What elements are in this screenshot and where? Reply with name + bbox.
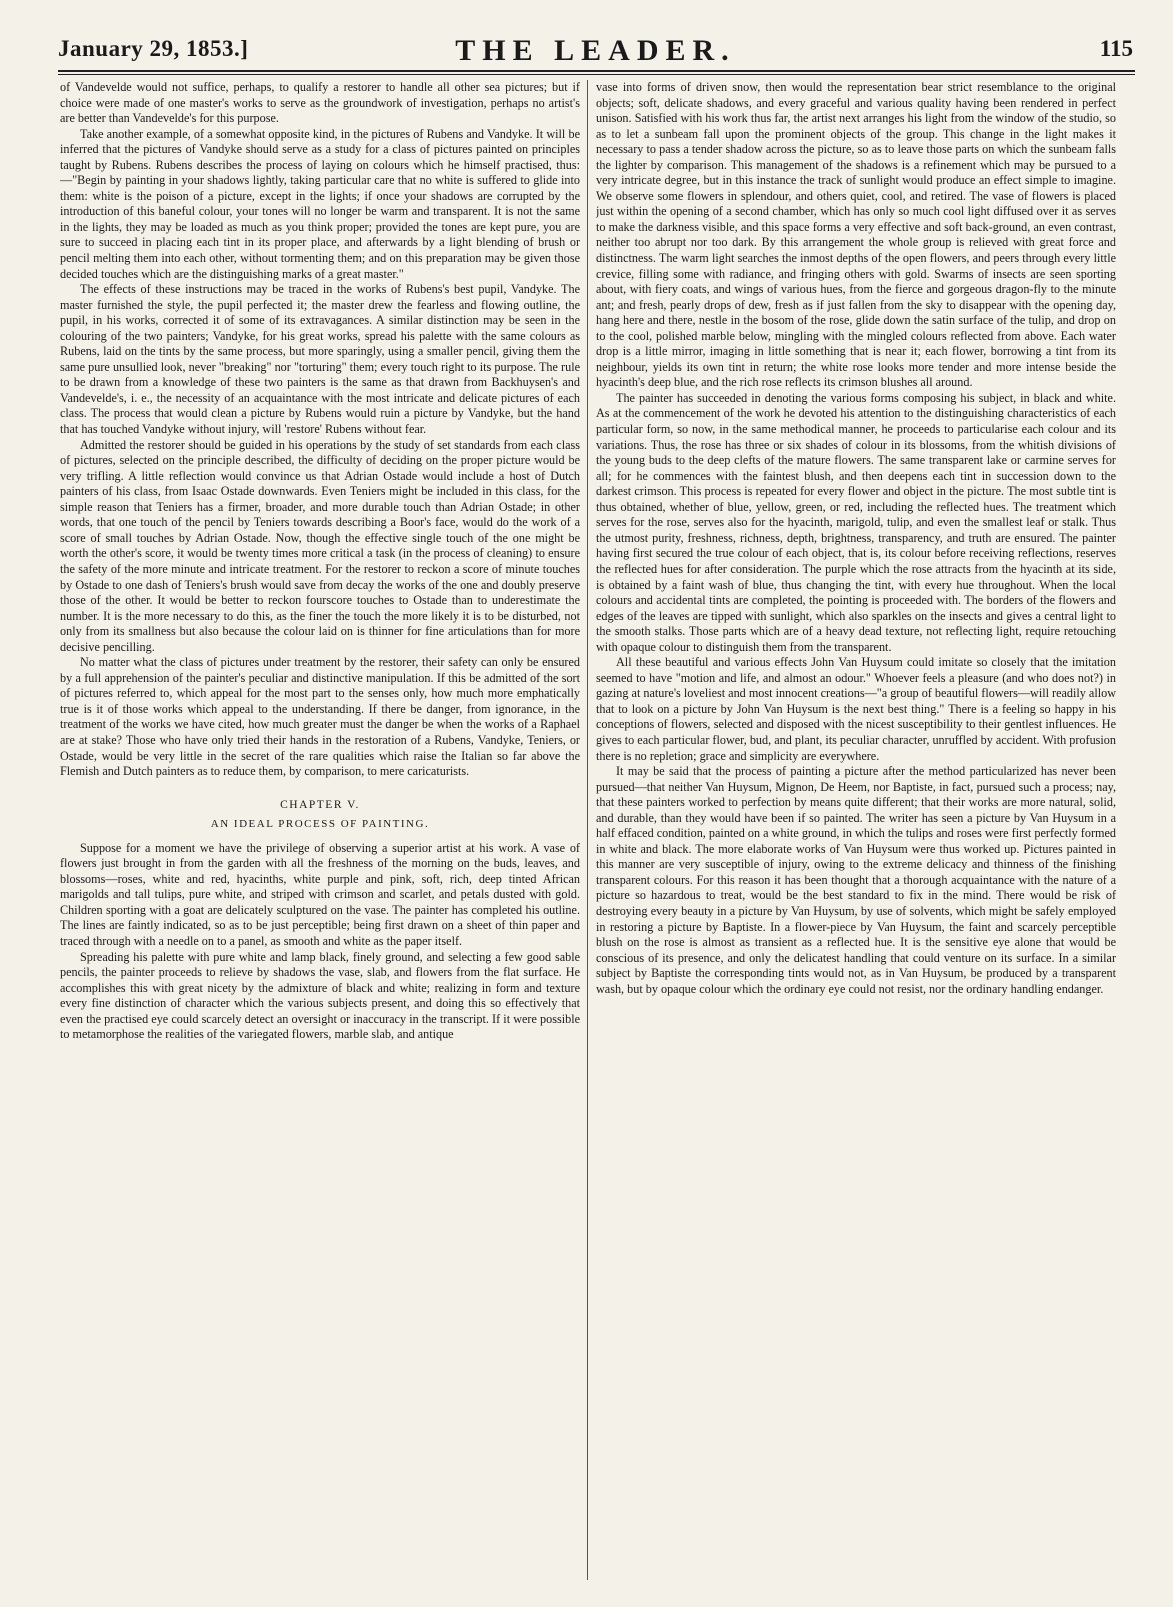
header-rule-thin xyxy=(58,74,1135,75)
page-number: 115 xyxy=(1099,36,1133,61)
paragraph: Suppose for a moment we have the privilege of observing a superior artist at his work. A vase of flowers just brought in from the garden with all the freshness of the morning on the buds, leaves, and blossoms—roses, white and red, hyacinths, white purple and pink, soft, rich, deep tinted African marigolds and tall tulips, pure white, and striped with crimson and scarlet, and petals dusted with gold. Children sporting with a goat are delicately sculptured on the vase. The painter has completed his outline. The lines are faintly indicated, so as to be just perceptible; being first drawn on a sheet of thin paper and traced through with a needle on to a panel, as smooth and white as the paper itself. xyxy=(60,840,580,948)
left-column xyxy=(60,80,580,1580)
paragraph: All these beautiful and various effects John Van Huysum could imitate so closely that the imitation seemed to have "motion and life, and almost an odour." Whoever feels a pleasure (and who does not?) in gazing at nature's loveliest and most innocent creations—"a group of beautiful flowers—will readily allow that to look on a picture by John Van Huysum is the next best thing." There is a feeling so happy in his conceptions of flowers, selected and disposed with the nicest susceptibility to their gentlest influences. He gives to each particular flower, bud, and plant, its peculiar character, unruffled by accident. With profusion there is no repletion; grace and simplicity are everywhere. xyxy=(596,655,1116,763)
chapter-subheading: AN IDEAL PROCESS OF PAINTING. xyxy=(210,818,430,831)
header-rule-thick xyxy=(58,70,1135,72)
column-divider xyxy=(587,80,588,1580)
masthead xyxy=(58,34,1133,68)
paragraph: The painter has succeeded in denoting the various forms composing his subject, in black and white. As at the commencement of the work he devoted his attention to the distinguishing characteristics of each particular form, so now, in the same methodical manner, he proceeds to particularise each colour and its variations. Thus, the rose has three or six shades of colour in its blossoms, from the whitish divisions of the young buds to the deep clefts of the mature flowers. The same transparent lake or carmine serves for all; for he commences with the faintest blush, and then deepens each tint in succession down to the darkest crimson. This process is repeated for every flower and object in the picture. The most subtle tint is thus obtained, whether of blue, yellow, green, or red, including the reflected hues. The treatment which serves for the rose, serves also for the hyacinth, marigold, tulip, and even the smallest leaf or stalk. Thus the utmost purity, freshness, richness, depth, brightness, transparency, and truth are ensured. The painter having first secured the true colour of each object, that is, its colour before receiving reflections, reserves the reflected hues for after consideration. The purple which the rose attracts from the hyacinth at its side, is obtained by a faint wash of blue, thus changing the tint, with every hue throughout. When the local colours and accidental tints are completed, the pointing is proceeded with. The borders of the flowers and edges of the leaves are tipped with sunlight, which also sparkles on the insects and gives a central light to the smooth stalks. Those parts which are of a heavy dead texture, not reflecting light, require retouching with opaque colour to distinguish them from the transparent. xyxy=(596,390,1116,654)
paragraph: It may be said that the process of painting a picture after the method particularized has never been pursued—that neither Van Huysum, Mignon, De Heem, nor Baptiste, in fact, pursued such a process; nay, that these painters worked to perfection by means quite different; that their works are more natural, solid, and durable, than they would have been if so painted. The writer has seen a picture by Van Huysum in a half effaced condition, painted on a white ground, in which the tulips and roses were first perfectly formed in white and black. The more elaborate works of Van Huysum were thus worked up. Pictures painted in this manner are very susceptible of injury, owing to the extreme delicacy and thinness of the finishing transparent colours. For this reason it has been thought that a thorough acquaintance with the nature of a picture so hazardous to treat, would be the best standard to fix in the mind. There would be risk of destroying every beauty in a picture by Van Huysum, by use of solvents, which might be safely employed in restoring a picture by Baptiste. In a flower-piece by Van Huysum, the faint and scarcely perceptible blush on the rose is almost as transient as a reflected hue. It is the sensitive eye alone that would be conscious of its presence, and only the delicatest handling that could venture on its surface. In a similar subject by Baptiste the corresponding tints would not, as in Van Huysum, be produced by a transparent wash, but by opaque colour which the ordinary eye could not resist, nor the ordinary handling endanger. xyxy=(596,764,1116,996)
paragraph: Take another example, of a somewhat opposite kind, in the pictures of Rubens and Vandyke. It will be inferred that the pictures of Vandyke should serve as a study for a class of pictures painted on principles taught by Rubens. Rubens describes the process of laying on colours which he himself practised, thus:—"Begin by painting in your shadows lightly, taking particular care that no white is suffered to glide into them: white is the poison of a picture, except in the lights; if once your shadows are corrupted by the introduction of this baneful colour, your tones will no longer be warm and transparent. It is not the same in the lights, they may be loaded as much as you think proper; provided the tones are kept pure, you are sure to succeed in placing each tint in its proper place, and afterwards by a light blending of brush or pencil melting them into each other, without tormenting them; and on this preparation may be given those decided touches which are the distinguishing marks of a great master." xyxy=(60,126,580,281)
paragraph: Admitted the restorer should be guided in his operations by the study of set standards from each class of pictures, selected on the principle described, the difficulty of deciding on the proper picture would be very trifling. A little reflection would convince us that Adrian Ostade would include a host of Dutch painters of his class, from Isaac Ostade downwards. Even Teniers might be included in this class, for the simple reason that Teniers has a firmer, broader, and more durable touch than Adrian Ostade; in other words, that one touch of the pencil by Teniers towards describing a Boor's face, would do the work of a score of small touches by Adrian Ostade. Now, though the effective single touch of the one might be worth the other's score, it would be twenty times more critical a task (in the process of cleaning) to ensure the safety of the more minute and intricate treatment. For the restorer to reckon a score of minute touches by Ostade to one dash of Teniers's brush would save from decay the works of the one and doubly preserve those of the other. It would be better to reckon fourscore touches to Ostade than to underestimate the number. It is the more necessary to do this, as the finer the touch the more likely it is to be disturbed, not only from its smallness but also because the colour laid on is thinner for fine articulations than for more decisive pencilling. xyxy=(60,437,580,654)
newspaper-title: THE LEADER. xyxy=(455,34,736,67)
paragraph: of Vandevelde would not suffice, perhaps, to qualify a restorer to handle all other sea pictures; but if choice were made of one master's works to serve as the groundwork of investigation, perhaps no artist's are better than Vandevelde's for this purpose. xyxy=(60,80,580,126)
paragraph: vase into forms of driven snow, then would the representation bear strict resemblance to the original objects; soft, delicate shadows, and every graceful and various quality having been rendered in perfect unison. Satisfied with his work thus far, the artist next arranges his light from the window of the studio, so as to let a sunbeam fall upon the prominent objects of the group. This change in the light makes it necessary to pass a tender shadow across the picture, so as to leave those parts on which the sunbeam falls the lighter by comparison. This management of the shadows is a refinement which may be pursued to a very intricate degree, but in this instance the track of sunlight would produce an effect simple to imagine. We observe some flowers in splendour, and others quiet, cool, and retired. The vase of flowers is placed just within the opening of a second chamber, which has only so much cool light diffused over it as serves to make the darkness visible, and this space forms a very effective and soft back-ground, an even contrast, neither too abrupt nor too dark. By this arrangement the whole group is relieved with great force and distinctness. The warm light searches the inmost depths of the open flowers, and peers through every little crevice, filling some with radiance, and fringing others with gold. Swarms of insects are seen sporting about, with fiery coats, and wings of various hues, from the fierce and gorgeous dragon-fly to the minute ant; and fresh, pearly drops of dew, fresh as if just fallen from the sky to disappear with the opening day, hang here and there, nestle in the bosom of the rose, glide down the satin surface of the tulip, and drop on to the cool, polished marble below, mingling with the mingled colours reflected from above. Each water drop is a little mirror, imaging in little something that is near it; each flower, borrowing a tint from its neighbour, yields its own tint in return; the white rose looks more tender and more intense beside the hyacinth's deep blue, and the rich rose reflects its crimson blushes all around. xyxy=(596,80,1116,390)
paragraph: Spreading his palette with pure white and lamp black, finely ground, and selecting a few good sable pencils, the painter proceeds to relieve by shadows the vase, slab, and flowers from the flat surface. He accomplishes this with great nicety by the admixture of black and white; realizing in form and texture every fine distinction of character which the various subjects present, and doing this so effectively that even the practised eye could scarcely detect an oversight or inaccuracy in the transcript. If it were possible to metamorphose the realities of the variegated flowers, marble slab, and antique xyxy=(60,949,580,1042)
issue-date: January 29, 1853.] xyxy=(58,36,249,61)
chapter-heading: CHAPTER V. xyxy=(280,798,360,811)
paragraph: No matter what the class of pictures under treatment by the restorer, their safety can only be ensured by a full apprehension of the painter's peculiar and distinctive manipulation. If this be admitted of the sort of pictures referred to, which appeal for the most part to the senses only, how much more emphatically true is it of those works which appeal to the understanding. If there be danger, from ignorance, in the treatment of the works we have cited, how much greater must the danger be when the works of a Raphael are at stake? Those who have only tried their hands in the restoration of a Rubens, Vandyke, Teniers, or Ostade, would be very little in the secret of the rare qualities which raise the Italian so far above the Flemish and Dutch painters as to reduce them, by comparison, to mere caricaturists. xyxy=(60,655,580,779)
paragraph: The effects of these instructions may be traced in the works of Rubens's best pupil, Vandyke. The master furnished the style, the pupil perfected it; the master drew the fearless and flowing outline, the pupil, in his works, corrected it of some of its extravagances. A similar distinction may be seen in the colouring of the two painters; Vandyke, for his great works, spread his palette with the same colours as Rubens, laid on the tints by the same process, but more sparingly, using a smaller pencil, giving them the same pure unsullied look, never "breaking" nor "torturing" them; every touch right to its purpose. The rule to be drawn from a knowledge of these two painters is the same as that drawn from Backhuysen's and Vandevelde's, i. e., the necessity of an acquaintance with the most intricate and delicate pictures of each class. The process that would clean a picture by Rubens would ruin a picture by Vandyke, but the hand that has touched Vandyke without injury, will 'restore' Rubens without fear. xyxy=(60,282,580,437)
right-column xyxy=(596,80,1116,1580)
